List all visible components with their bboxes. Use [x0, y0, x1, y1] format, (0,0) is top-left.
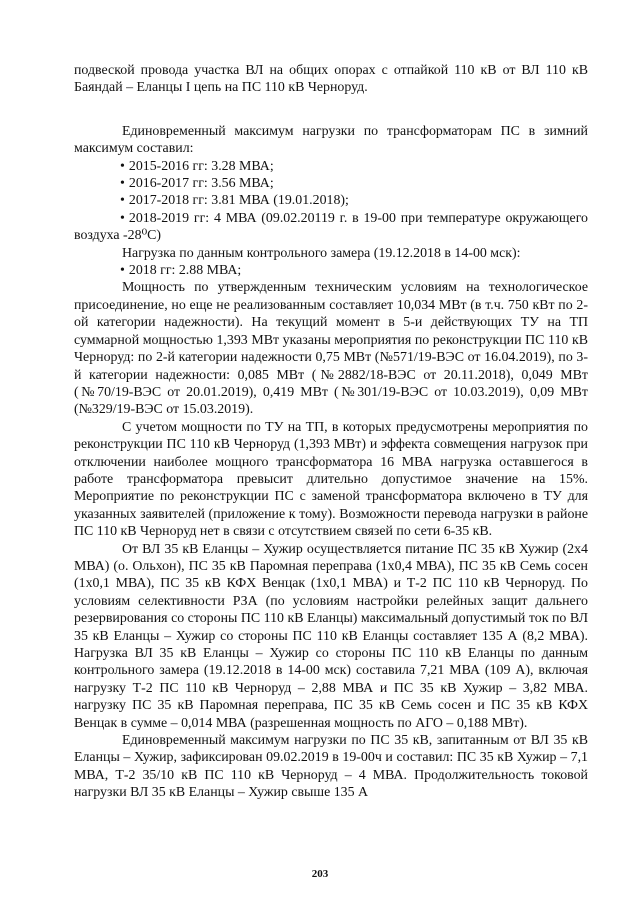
bullet-dot: •: [120, 176, 125, 192]
winter-max-list: [74, 158, 588, 245]
list-item: • 2018-2019 гг: 4 МВА (09.02.20119 г. в 19-00 при температуре окружающего воздуха -28⁰С): [74, 210, 588, 244]
bullet-dot: •: [120, 263, 125, 279]
list-item: • 2017-2018 гг: 3.81 МВА (19.01.2018);: [120, 193, 349, 209]
bullet-dot: •: [120, 158, 125, 174]
list-item: • 2015-2016 гг: 3.28 МВА;: [120, 158, 274, 174]
list-item: • 2016-2017 гг: 3.56 МВА;: [120, 176, 274, 192]
paragraph-line: От ВЛ 35 кВ Еланцы – Хужир осуществляется питание ПС 35 кВ Хужир (2х4 МВА) (о. Ольхон), ПС 35 кВ Паромная переправа (1х0,4 МВА), ПС 35 кВ Семь сосен (1х0,1 МВА), ПС 35 кВ КФХ Венцак (1х0,1 МВА) и Т-2 ПС 110 кВ Черноруд. По условиям селективности РЗА (по условиям настройки релейных защит дальнего резервирования со стороны ПС 110 кВ Еланцы) максимальный допустимый ток по ВЛ 35 кВ Еланцы – Хужир со стороны ПС 110 кВ Еланцы составляет 135 А (8,2 МВА). Нагрузка ВЛ 35 кВ Еланцы – Хужир со стороны ПС 110 кВ Еланцы по данным контрольного замера (19.12.2018 в 14-00 мск) составила 7,21 МВА (109 А), включая нагрузку Т-2 ПС 110 кВ Черноруд – 2,88 МВА и ПС 35 кВ Хужир – 3,82 МВА. нагрузку ПС 35 кВ Паромная переправа, ПС 35 кВ Семь сосен и ПС 35 кВ КФХ Венцак в сумме – 0,014 МВА (разрешенная мощность по АГО – 0,188 МВт).: [74, 541, 588, 731]
bullet-dot: •: [120, 210, 125, 226]
paragraph-single-max: Единовременный максимум нагрузки по ПС 35 кВ, запитанным от ВЛ 35 кВ Еланцы – Хужир, зафиксирован 09.02.2019 в 19-00ч и составил: ПС 35 кВ Хужир – 7,1 МВА, Т-2 35/10 кВ ПС 110 кВ Черноруд – 4 МВА. Продолжительность токовой нагрузки ВЛ 35 кВ Еланцы – Хужир свыше 135 А: [74, 733, 588, 801]
paragraph-control-intro: Нагрузка по данным контрольного замера (19.12.2018 в 14-00 мск):: [122, 245, 521, 261]
paragraph-reconstruction: С учетом мощности по ТУ на ТП, в которых предусмотрены мероприятия по реконструкции ПС 110 кВ Черноруд (1,393 МВт) и эффекта совмещения нагрузок при отключении наиболее мощного трансформатора 16 МВА нагрузка оставшегося в работе трансформатора превысит длительно допустимое значение на 15%. Мероприятие по реконструкции ПС с заменой трансформатора включено в ТУ для указанных заявителей (приложение к тому). Возможности перевода нагрузки в районе ПС 110 кВ Черноруд нет в связи с отсутствием связей по сети 6-35 кВ.: [74, 419, 588, 540]
paragraph-intro: подвеской провода участка ВЛ на общих опорах с отпайкой 110 кВ от ВЛ 110 кВ Баяндай – Еланцы I цепь на ПС 110 кВ Черноруд.: [74, 63, 588, 96]
page-number: 203: [311, 868, 329, 880]
bullet-dot: •: [120, 193, 125, 209]
control-list: [74, 262, 588, 279]
paragraph-winter-max-intro: Единовременный максимум нагрузки по трансформаторам ПС в зимний максимум составил:: [74, 123, 588, 157]
list-item: • 2018 гг: 2.88 МВА;: [120, 263, 242, 279]
paragraph-capacity: Мощность по утвержденным техническим условиям на технологическое присоединение, но еще не реализованным составляет 10,034 МВт (в т.ч. 750 кВт по 2-ой категории надежности). На текущий момент в 5-и действующих ТУ на ТП суммарной мощностью 1,393 МВт указаны мероприятия по реконструкции ПС 110 кВ Черноруд: по 2-й категории надежности 0,75 МВт (№571/19-ВЭС от 16.04.2019), по 3-й категории надежности: 0,085 МВт (№2882/18-ВЭС от 20.11.2018), 0,049 МВт (№70/19-ВЭС от 20.01.2019), 0,419 МВт (№301/19-ВЭС от 10.03.2019), 0,09 МВт (№329/19-ВЭС от 15.03.2019).: [74, 280, 588, 418]
